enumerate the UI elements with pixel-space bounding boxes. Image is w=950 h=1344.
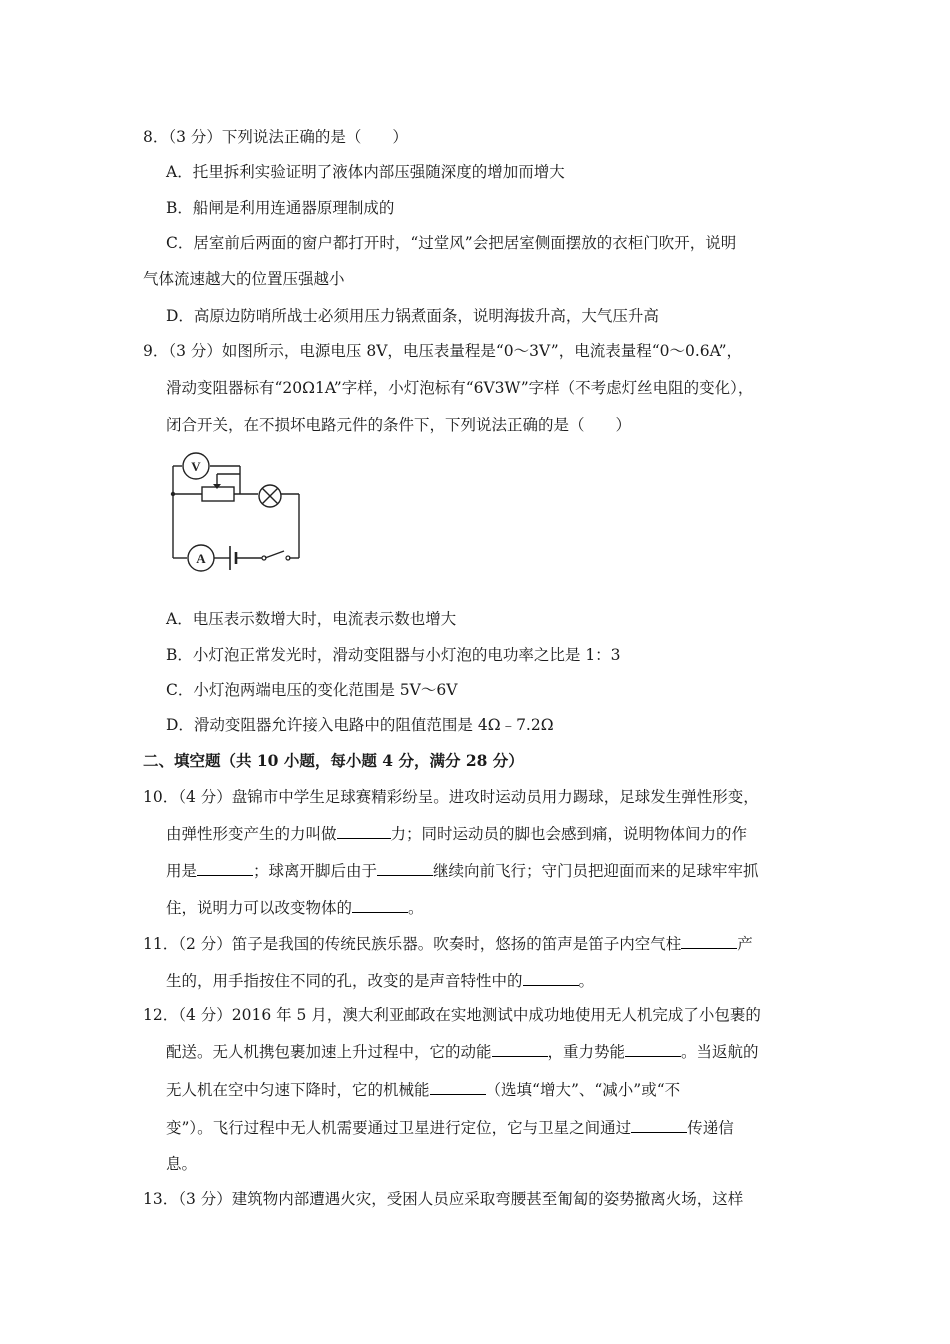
q8-option-d: D．高原边防哨所战士必须用压力锅煮面条，说明海拔升高，大气压升高 (166, 307, 659, 325)
answer-blank[interactable] (523, 971, 579, 986)
answer-blank[interactable] (197, 861, 253, 876)
circuit-diagram (168, 448, 308, 578)
q9-stem-line3: 闭合开关，在不损坏电路元件的条件下，下列说法正确的是（ ） (166, 416, 632, 434)
answer-blank[interactable] (377, 861, 433, 876)
answer-blank[interactable] (631, 1118, 687, 1133)
q10-line2: 由弹性形变产生的力叫做 力；同时运动员的脚也会感到痛，说明物体间力的作 (166, 825, 748, 843)
voltmeter-label: V (191, 459, 201, 474)
q8-option-b: B．船闸是利用连通器原理制成的 (166, 199, 395, 217)
answer-blank[interactable] (492, 1042, 548, 1057)
q8-stem: 8．（3 分）下列说法正确的是（ ） (143, 128, 408, 146)
q9-stem-line1: 9．（3 分）如图所示，电源电压 8V，电压表量程是“0～3V”，电流表量程“0～0.6A”， (143, 342, 742, 360)
q10-line1: 10．（4 分）盘锦市中学生足球赛精彩纷呈。进攻时运动员用力踢球，足球发生弹性形变， (143, 788, 759, 806)
q12-line5: 息。 (166, 1155, 198, 1173)
q9-option-b: B．小灯泡正常发光时，滑动变阻器与小灯泡的电功率之比是 1：3 (166, 646, 621, 664)
q9-option-a: A．电压表示数增大时，电流表示数也增大 (166, 610, 457, 628)
answer-blank[interactable] (337, 824, 391, 839)
answer-blank[interactable] (352, 898, 408, 913)
q12-line3: 无人机在空中匀速下降时，它的机械能 （选填“增大”、“减小”或“不 (166, 1081, 681, 1099)
ammeter-label: A (196, 551, 206, 566)
q9-option-d: D．滑动变阻器允许接入电路中的阻值范围是 4Ω﹣7.2Ω (166, 716, 554, 734)
q8-option-c-cont: 气体流速越大的位置压强越小 (143, 270, 345, 288)
q13-line1: 13．（3 分）建筑物内部遭遇火灾，受困人员应采取弯腰甚至匍匐的姿势撤离火场，这样 (143, 1190, 744, 1208)
q10-line3: 用是 ；球离开脚后由于 继续向前飞行；守门员把迎面而来的足球牢牢抓 (166, 862, 759, 880)
q8-option-c: C．居室前后两面的窗户都打开时，“过堂风”会把居室侧面摆放的衣柜门吹开，说明 (166, 234, 737, 252)
q10-line4: 住，说明力可以改变物体的 。 (166, 899, 424, 917)
q12-line4: 变”）。飞行过程中无人机需要通过卫星进行定位，它与卫星之间通过 传递信 (166, 1119, 734, 1137)
rheostat-body (202, 487, 234, 501)
q12-line1: 12．（4 分）2016 年 5 月，澳大利亚邮政在实地测试中成功地使用无人机完成了小包裹的 (143, 1006, 761, 1024)
q9-option-c: C．小灯泡两端电压的变化范围是 5V～6V (166, 681, 458, 699)
q11-line1: 11．（2 分）笛子是我国的传统民族乐器。吹奏时，悠扬的笛声是笛子内空气柱 产 (143, 935, 753, 953)
q8-option-a: A．托里拆利实验证明了液体内部压强随深度的增加而增大 (166, 163, 565, 181)
q9-stem-line2: 滑动变阻器标有“20Ω1A”字样，小灯泡标有“6V3W”字样（不考虑灯丝电阻的变化）， (166, 379, 754, 397)
q11-line2: 生的，用手指按住不同的孔，改变的是声音特性中的 。 (166, 972, 595, 990)
answer-blank[interactable] (625, 1042, 681, 1057)
answer-blank[interactable] (681, 934, 737, 949)
answer-blank[interactable] (430, 1080, 486, 1095)
q12-line2: 配送。无人机携包裹加速上升过程中，它的动能 ，重力势能 。当返航的 (166, 1043, 759, 1061)
section-heading: 二、填空题（共 10 小题，每小题 4 分，满分 28 分） (143, 751, 524, 770)
